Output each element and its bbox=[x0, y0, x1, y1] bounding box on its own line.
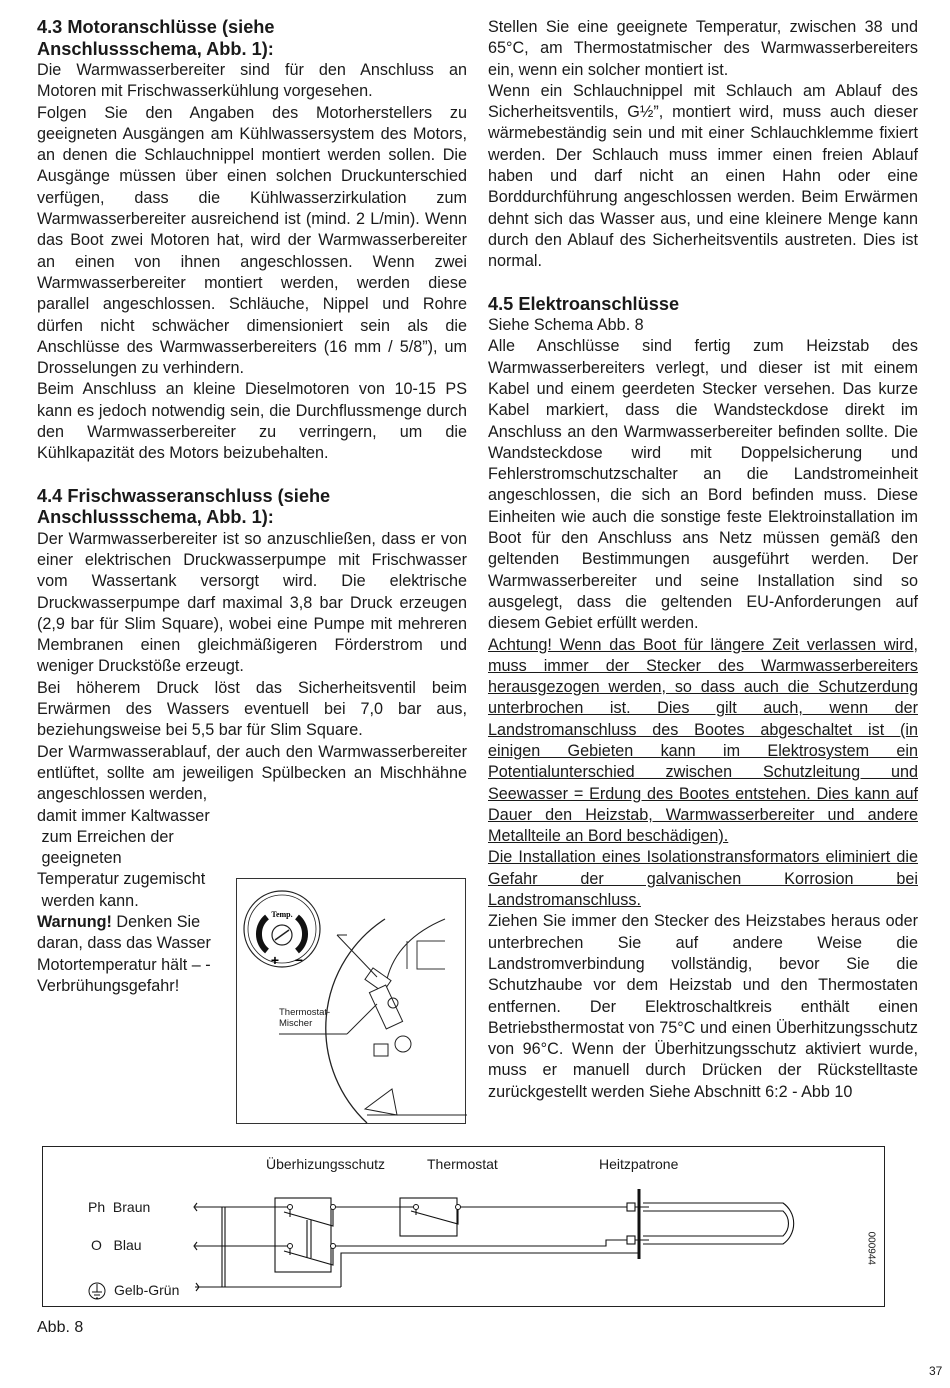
text-line: Temperatur zugemischt bbox=[37, 870, 206, 889]
thermostat-mixer-callout bbox=[279, 1007, 330, 1029]
plus-sign: + bbox=[270, 952, 280, 968]
page-number: 37 bbox=[929, 1364, 943, 1378]
isolation-paragraph: Die Installation eines Isolationstransformators eliminiert die Gefahr der galvanischen Korrosion bei Landstromanschluss. bbox=[488, 848, 918, 910]
figure-caption: Abb. 8 bbox=[37, 1319, 84, 1336]
text-line: werden kann. bbox=[37, 891, 139, 910]
text-line: damit immer Kaltwasser bbox=[37, 806, 210, 825]
heading-line: 4.3 Motoranschlüsse (siehe bbox=[37, 17, 275, 37]
overheat-protection-box bbox=[275, 1198, 331, 1272]
thermostat-box bbox=[400, 1198, 457, 1236]
left-column bbox=[37, 17, 467, 997]
section-4-5-heading: 4.5 Elektroanschlüsse bbox=[488, 293, 680, 314]
right-column bbox=[488, 17, 918, 1103]
heading-line: Anschlussschema, Abb. 1): bbox=[37, 507, 274, 528]
phase-label: Ph Braun bbox=[88, 1199, 151, 1215]
earth-icon bbox=[89, 1283, 105, 1299]
overheat-label: Überhizungsschutz bbox=[266, 1156, 386, 1172]
neutral-label: O Blau bbox=[91, 1237, 142, 1253]
warning bbox=[37, 912, 232, 997]
callout-line: Mischer bbox=[279, 1018, 313, 1029]
thermostat-label: Thermostat bbox=[427, 1156, 498, 1172]
warning-label: Warnung! bbox=[37, 912, 112, 931]
paragraph: Die Warmwasserbereiter sind für den Anschluss an Motoren mit Frischwasserkühlung vorgesehen. bbox=[37, 61, 467, 101]
thermostat-mixer-figure bbox=[236, 878, 466, 1124]
wiring-diagram bbox=[42, 1146, 885, 1307]
paragraph: Bei höherem Druck löst das Sicherheitsventil beim Erwärmen des Wassers eventuell bei 7,0 bar aus, beziehungsweise bei 5,5 bar für Slim Square. bbox=[37, 678, 467, 740]
paragraph: Beim Anschluss an kleine Dieselmotoren von 10-15 PS kann es jedoch notwendig sein, die Durchflussmenge durch den Warmwasserbereiter zu verringern, um die Kühlkapazität des Motors beizubehalten. bbox=[37, 380, 467, 463]
minus-sign: − bbox=[294, 952, 304, 968]
warning-text: Denken Sie daran, dass das Wasser Motortemperatur hält – - Verbrühungsgefahr! bbox=[37, 912, 211, 995]
earth-label: Gelb-Grün bbox=[114, 1282, 180, 1298]
paragraph: Der Warmwasserbereiter ist so anzuschließen, dass er von einer elektrischen Druckwasserpumpe mit Frischwasser vom Wassertank versorgt wird. Die elektrische Druckwasserpumpe darf maximal 3,8 bar Druck erzeugen (2,9 bar für Slim Square), wobei eine Pumpe mit mehreren Membranen einen gleichmäßigeren Förderstrom und weniger Druckstöße erzeugt. bbox=[37, 529, 467, 676]
text-line: geeigneten bbox=[37, 849, 122, 868]
dial-label: Temp. bbox=[271, 910, 293, 919]
paragraph: Ziehen Sie immer den Stecker des Heizstabes heraus oder unterbrechen Sie auf andere Weise die Landstromverbindung vollständig, bevor Sie die Schutzhaube vor dem Heizstab und den Thermostaten entfernen. Der Elektroschaltkreis enthält einen Betriebsthermostat von 75°C und einen Überhitzungsschutz von 96°C. Wenn der Überhitzungsschutz aktiviert wurde, muss er manuell durch Drücken der Rückstelltaste zurückgestellt werden Siehe Abschnitt 6:2 - Abb 10 bbox=[488, 912, 918, 1101]
section-4-4-heading bbox=[37, 486, 467, 529]
subheading: Siehe Schema Abb. 8 bbox=[488, 316, 644, 335]
paragraph: Stellen Sie eine geeignete Temperatur, zwischen 38 und 65°C, am Thermostatmischer des Warmwasserbereiters ein, wenn ein solcher montiert ist. bbox=[488, 18, 918, 79]
callout-line: Thermostat- bbox=[279, 1007, 331, 1018]
boiler-illustration bbox=[237, 879, 467, 1125]
paragraph: Wenn ein Schlauchnippel mit Schlauch am Ablauf des Sicherheitsventils, G½”, montiert wird, muss auch dieser wärmebeständig sein und mit einer Schlauchklemme fixiert werden. Der Schlauch muss immer einen freien Ablauf haben und darf nicht an einen Hahn oder eine Borddurchführung angeschlossen werden. Beim Erwärmen dehnt sich das Wasser aus, und eine kleinere Menge kann durch den Ablauf des Sicherheitsventils austreten. Dies ist normal. bbox=[488, 81, 918, 271]
diagram-code: 000944 bbox=[865, 1231, 876, 1265]
paragraph-continuation bbox=[37, 806, 232, 998]
section-4-3-heading bbox=[37, 17, 467, 60]
supply-wires bbox=[195, 1207, 341, 1287]
text-line: zum Erreichen der bbox=[37, 827, 174, 846]
heading-line: 4.4 Frischwasseranschluss (siehe bbox=[37, 485, 331, 506]
heater-label: Heitzpatrone bbox=[599, 1156, 679, 1172]
attention-paragraph: Achtung! Wenn das Boot für längere Zeit verlassen wird, muss immer der Stecker des Warmwasserbereiters herausgezogen werden, so dass auch die Schutzerdung unterbrochen ist. Dies gilt auch, wenn der Landstromanschluss des Bootes abgeschaltet ist (in einigen Gebieten kann im Elektrosystem ein Potentialunterschied zwischen Schutzleitung und Seewasser = Erdung des Bootes entstehen. Dies kann auf Dauer den Heizstab, Warmwasserbereiter und andere Metallteile an Bord beschädigen). bbox=[488, 635, 918, 846]
heading-line: Anschlussschema, Abb. 1): bbox=[37, 38, 274, 59]
paragraph: Alle Anschlüsse sind fertig zum Heizstab des Warmwasserbereiters verlegt, und dieser ist mit einem Kabel und einem geerdeten Stecker versehen. Das kurze Kabel markiert, dass die Wandsteckdose direkt im Anschluss an den Warmwasserbereiter befinden sollte. Die Wandsteckdose wird mit Doppelsicherung und Fehlerstromschutzschalter an die Landstromeinheit angeschlossen, die sich an Bord befinden muss. Diese Einheiten wie auch die sonstige feste Elektroinstallation im Boot für den Anschluss ans Netz müssen gemäß den geltenden Bestimmungen ausgeführt werden. Der Warmwasserbereiter und seine Installation sind so ausgelegt, dass die geltenden EU-Anforderungen auf diesem Gebiet erfüllt werden. bbox=[488, 337, 918, 633]
paragraph: Folgen Sie den Angaben des Motorherstellers zu geeigneten Ausgängen am Kühlwassersystem des Motors, an denen die Schlauchnippel montiert werden sollen. Die Ausgänge müssen über einen solchen Druckunterschied verfügen, dass die Kühlwasserzirkulation zum Warmwasserbereiter ausreichend ist (mind. 2 L/min). Wenn das Boot zwei Motoren hat, wird der Warmwasserbereiter an einen von ihnen angeschlossen. Wenn zwei Warmwasserbereiter montiert werden, werden diese parallel angeschlossen. Schläuche, Nippel und Rohre dürfen nicht schwächer dimensioniert sein als die Anschlüsse des Warmwasserbereiters (16 mm / 5/8”), um Drosselungen zu verhindern. bbox=[37, 103, 467, 378]
paragraph: Der Warmwasserablauf, der auch den Warmwasserbereiter entlüftet, sollte am jeweiligen Spülbecken an Mischhähne angeschlossen werden, bbox=[37, 742, 467, 804]
